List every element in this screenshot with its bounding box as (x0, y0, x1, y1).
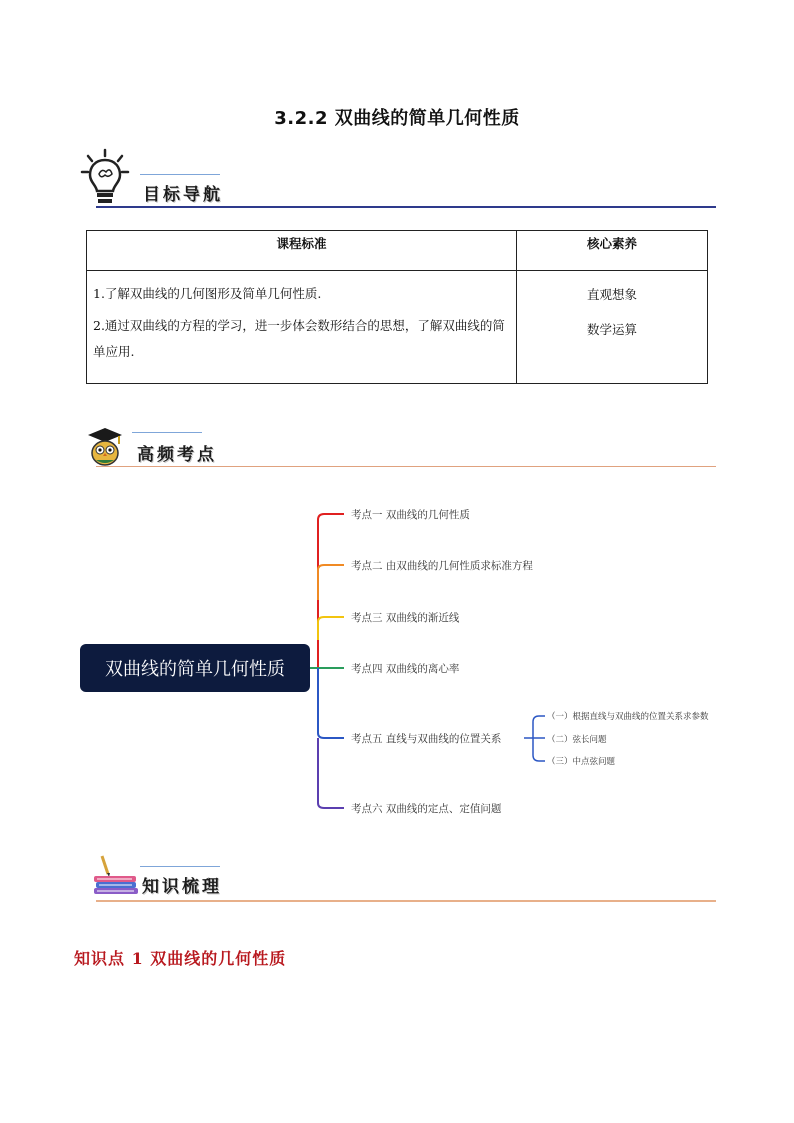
mindmap-branch: 考点六 双曲线的定点、定值问题 (351, 803, 502, 815)
knowledge-point-heading: 知识点 1 双曲线的几何性质 (74, 949, 287, 968)
mindmap-branch: 考点四 双曲线的离心率 (351, 663, 460, 675)
branch-connector-1 (310, 514, 344, 668)
section-accent-line (140, 866, 220, 867)
table-header-literacy: 核心素养 (517, 231, 708, 271)
mindmap-branch: 考点五 直线与双曲线的位置关系 (351, 733, 502, 745)
branch-connector-3 (318, 617, 344, 640)
books-pencil-icon (92, 854, 140, 896)
standard-item: 1.了解双曲线的几何图形及简单几何性质. (93, 286, 322, 301)
literacy-item: 直观想象 (586, 287, 637, 302)
section-divider (96, 900, 716, 902)
mindmap-branch: 考点三 双曲线的渐近线 (351, 612, 460, 624)
branch-connector-6 (318, 738, 344, 808)
page-title: 3.2.2 双曲线的简单几何性质 (274, 108, 520, 129)
branch-connector-5 (318, 668, 344, 738)
goals-section-label: 目标导航 (143, 185, 223, 205)
mindmap-sub-branch: （一）根据直线与双曲线的位置关系求参数 (547, 712, 709, 722)
mindmap-branch: 考点二 由双曲线的几何性质求标准方程 (351, 560, 533, 572)
hot-section-label: 高频考点 (137, 445, 217, 465)
sub-connector (524, 716, 545, 761)
mindmap-branch: 考点一 双曲线的几何性质 (351, 509, 470, 521)
mindmap-sub-branch: （三）中点弦问题 (547, 757, 616, 767)
standard-item: 2.通过双曲线的方程的学习，进一步体会数形结合的思想，了解双曲线的简单应用. (93, 318, 505, 359)
table-header-standard: 课程标准 (87, 231, 517, 271)
mindmap-root: 双曲线的简单几何性质 (80, 644, 310, 692)
mindmap-sub-branch: （二）弦长问题 (547, 735, 607, 745)
branch-connector-2 (318, 565, 344, 600)
literacy-item: 数学运算 (586, 322, 637, 337)
knowledge-section-label: 知识梳理 (142, 877, 222, 897)
